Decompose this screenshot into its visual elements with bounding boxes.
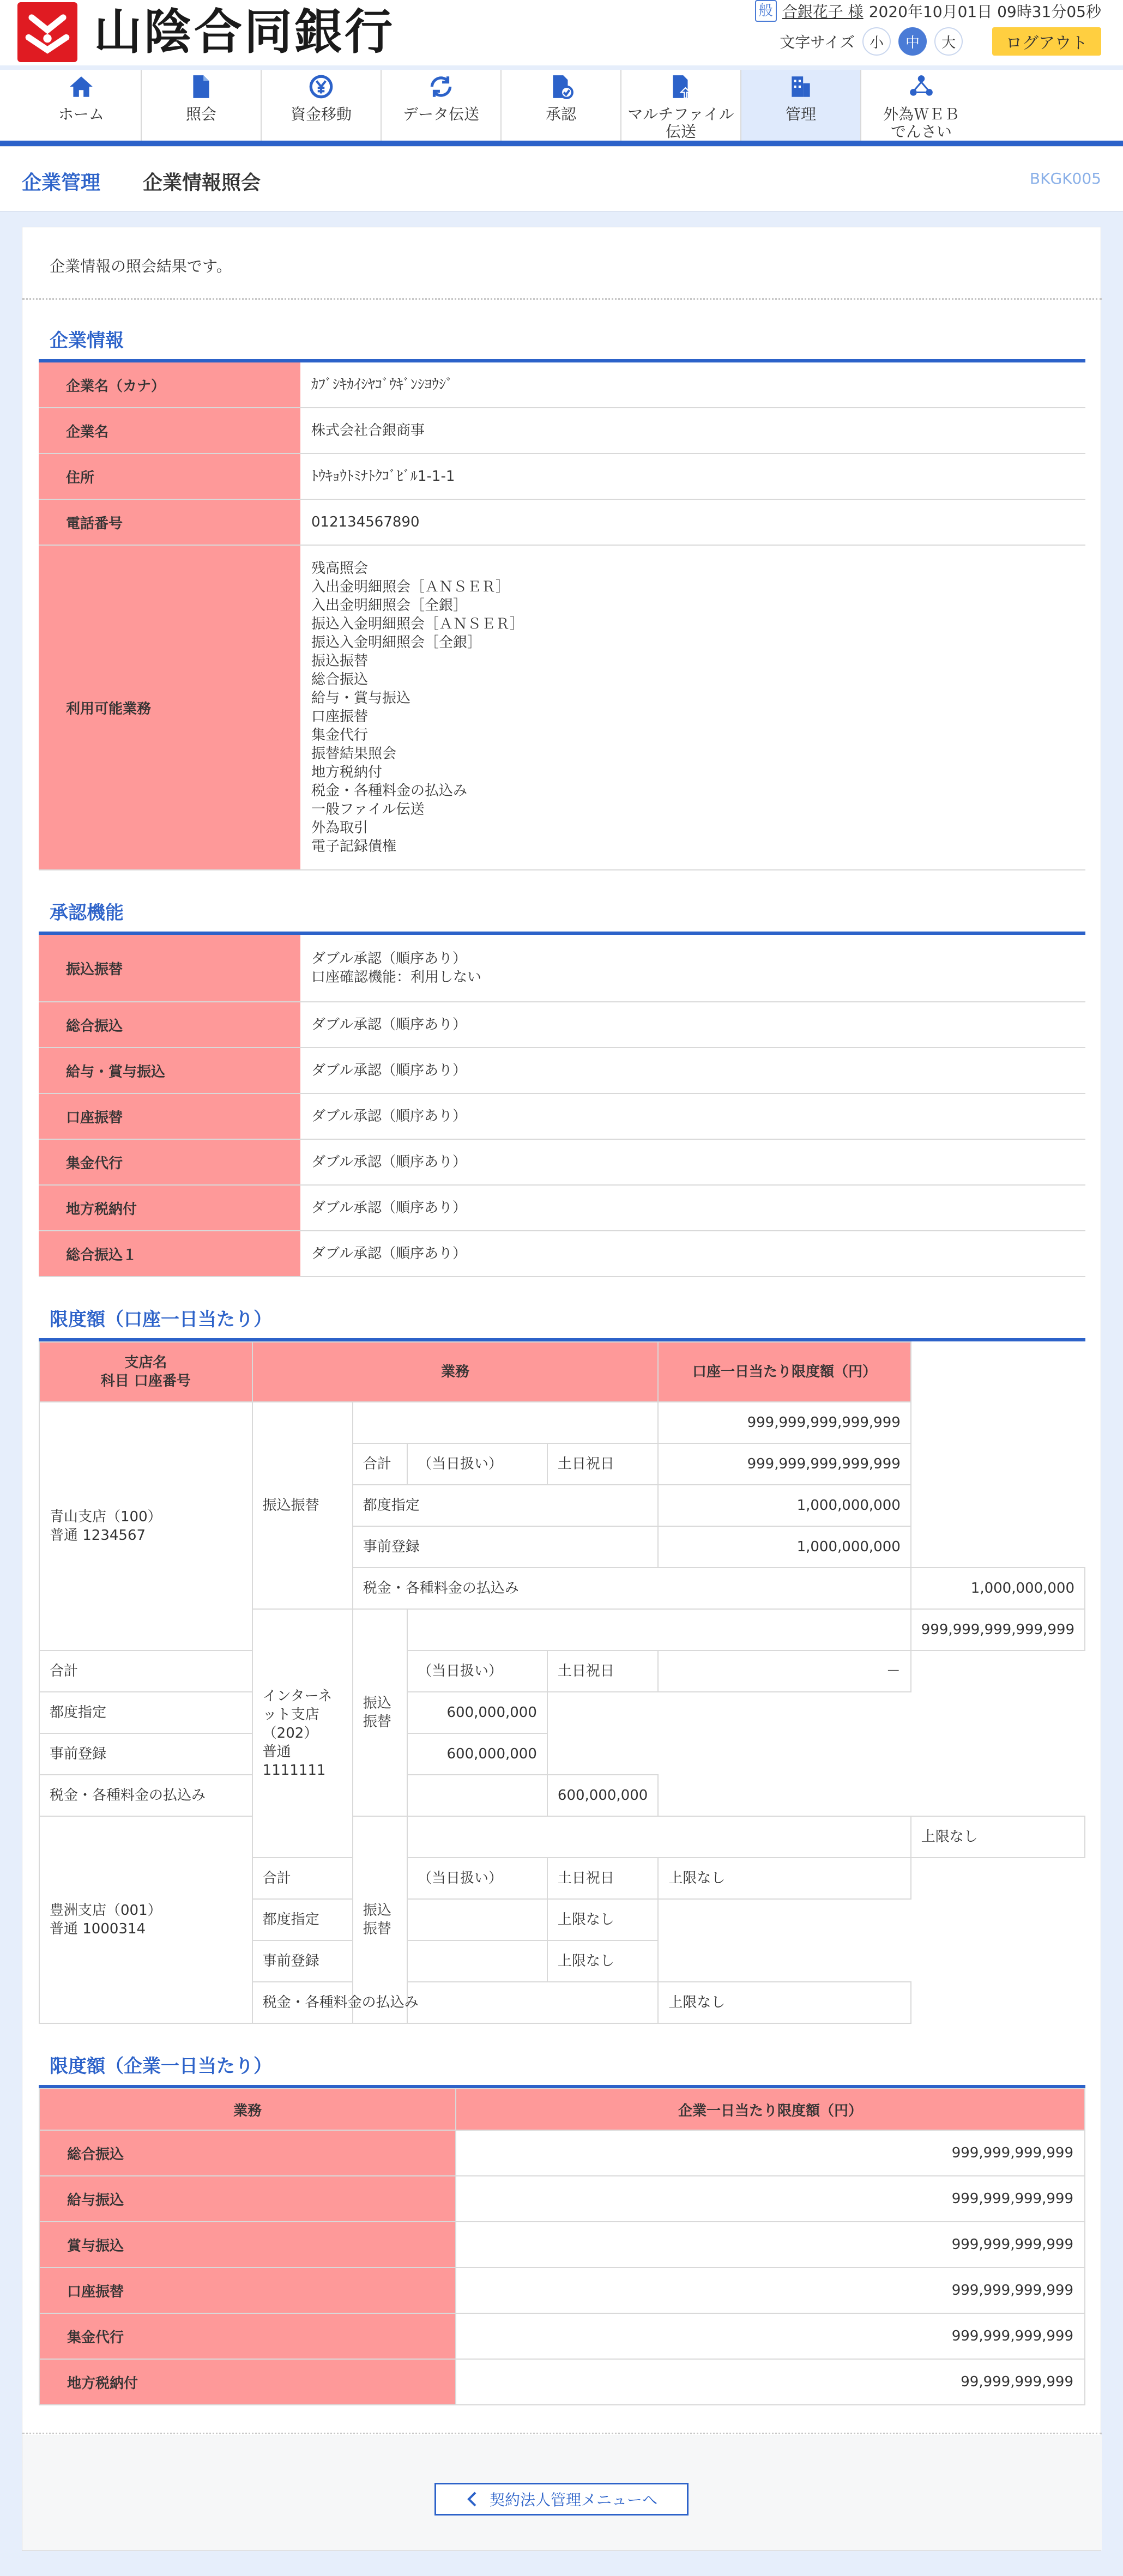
today-label: （当日扱い） bbox=[407, 1443, 547, 1485]
nav-label: 管理 bbox=[785, 105, 816, 123]
row-label: 口座振替 bbox=[39, 1094, 300, 1139]
divider bbox=[22, 298, 1102, 300]
yen-transfer-icon bbox=[307, 73, 335, 100]
nav-label: ホーム bbox=[58, 105, 104, 123]
each-label: 都度指定 bbox=[353, 1485, 659, 1526]
limit-cell: 上限なし bbox=[658, 1982, 910, 2023]
branch-cell: 豊洲支店（001） 普通 1000314 bbox=[39, 1816, 252, 2023]
row-label: 賞与振込 bbox=[39, 2222, 456, 2267]
limit-cell: 上限なし bbox=[547, 1899, 658, 1940]
holiday-label: 土日祝日 bbox=[547, 1650, 658, 1692]
table-row bbox=[39, 1048, 1085, 1094]
table-row bbox=[39, 1692, 1085, 1733]
branch-cell: 青山支店（100） 普通 1234567 bbox=[39, 1402, 252, 1650]
limit-cell: 上限なし bbox=[911, 1816, 1085, 1858]
total-label: 合計 bbox=[353, 1443, 407, 1485]
bank-logo bbox=[17, 2, 77, 62]
service-cell: 振込振替 bbox=[252, 1402, 353, 1609]
nav-label: 外為ＷＥＢ でんさい bbox=[883, 105, 959, 141]
column-header-limit: 口座一日当たり限度額（円） bbox=[658, 1342, 910, 1402]
limit-cell: 999,999,999,999,999 bbox=[911, 1609, 1085, 1650]
section-title-approval: 承認機能 bbox=[50, 902, 124, 924]
header bbox=[0, 0, 1123, 65]
account-limit-table bbox=[39, 1341, 1085, 2024]
table-row bbox=[39, 2267, 1085, 2313]
table-row bbox=[39, 2313, 1085, 2359]
today-label: （当日扱い） bbox=[407, 1858, 547, 1899]
tax-label: 税金・各種料金の払込み bbox=[353, 1568, 911, 1609]
table-row bbox=[39, 2222, 1085, 2267]
nav-inquiry[interactable] bbox=[142, 70, 262, 141]
table-row bbox=[39, 2359, 1085, 2405]
nav-management[interactable] bbox=[741, 70, 861, 141]
row-label: 企業名 bbox=[39, 408, 300, 453]
table-row bbox=[39, 1140, 1085, 1186]
row-value: 残高照会 入出金明細照会［ＡＮＳＥＲ］ 入出金明細照会［全銀］ 振込入金明細照会［ＡＮＳＥＲ］ 振込入金明細照会［全銀］ 振込振替 総合振込 給与・賞与振込 口座振替 集金代行 振替結果照会 地方税納付 税金・各種料金の払込み 一般ファイル伝送 外為取引 電子記録債権 bbox=[311, 560, 524, 855]
nav-label: 照会 bbox=[185, 105, 216, 123]
limit-cell: 1,000,000,000 bbox=[911, 1568, 1085, 1609]
row-label: 住所 bbox=[39, 454, 300, 499]
table-row bbox=[39, 1094, 1085, 1140]
row-value: ダブル承認（順序あり） bbox=[311, 1245, 467, 1262]
service-cell: 振込振替 bbox=[353, 1609, 407, 1816]
holiday-label: 土日祝日 bbox=[547, 1858, 658, 1899]
row-value: 99,999,999,999 bbox=[456, 2359, 1085, 2405]
row-value: ｶﾌﾞｼｷｶｲｼﾔｺﾞｳｷﾞﾝｼﾖｳｼﾞ bbox=[311, 377, 454, 393]
table-row bbox=[39, 1816, 1085, 1858]
back-button-label: 契約法人管理メニューへ bbox=[489, 2491, 657, 2509]
limit-cell: 600,000,000 bbox=[407, 1692, 547, 1733]
limit-cell: 上限なし bbox=[658, 1858, 910, 1899]
breadcrumb-section: 企業管理 bbox=[22, 172, 101, 194]
pre-label: 事前登録 bbox=[252, 1940, 547, 1982]
row-label: 給与振込 bbox=[39, 2176, 456, 2222]
font-size-controls bbox=[780, 25, 1101, 58]
column-header-branch: 支店名 科目 口座番号 bbox=[39, 1342, 252, 1402]
table-row bbox=[39, 454, 1085, 500]
row-value: 999,999,999,999 bbox=[456, 2130, 1085, 2176]
row-value: ﾄｳｷｮｳﾄﾐﾅﾄｸｺﾞﾋﾞﾙ1-1-1 bbox=[311, 468, 455, 485]
row-value: 999,999,999,999 bbox=[456, 2176, 1085, 2222]
row-label: 集金代行 bbox=[39, 1140, 300, 1184]
row-value: ダブル承認（順序あり） bbox=[311, 1154, 467, 1170]
table-row bbox=[39, 408, 1085, 454]
row-value: 999,999,999,999 bbox=[456, 2313, 1085, 2359]
table-row bbox=[39, 362, 1085, 408]
row-value: ダブル承認（順序あり） bbox=[311, 1062, 467, 1079]
table-header-row bbox=[39, 2089, 1085, 2130]
user-name-link[interactable]: 合銀花子 様 bbox=[782, 3, 864, 21]
row-label: 企業名（カナ） bbox=[39, 362, 300, 407]
pre-label: 事前登録 bbox=[39, 1733, 407, 1775]
home-icon bbox=[68, 73, 95, 100]
each-label: 都度指定 bbox=[252, 1899, 547, 1940]
company-info-table bbox=[39, 362, 1085, 870]
globe-icon bbox=[908, 73, 935, 100]
bank-name: 山陰合同銀行 bbox=[94, 4, 395, 60]
limit-cell: 600,000,000 bbox=[547, 1775, 658, 1816]
each-label: 都度指定 bbox=[39, 1692, 407, 1733]
table-row bbox=[39, 1002, 1085, 1048]
today-label: （当日扱い） bbox=[407, 1650, 547, 1692]
nav-label: 承認 bbox=[545, 105, 576, 123]
row-value: ダブル承認（順序あり） bbox=[311, 1200, 467, 1216]
row-label: 総合振込 bbox=[39, 1002, 300, 1047]
section-title-company: 企業情報 bbox=[50, 330, 124, 352]
empty-cell bbox=[407, 1609, 911, 1650]
font-size-medium-button[interactable]: 中 bbox=[898, 27, 927, 56]
bank-logo-icon bbox=[21, 6, 74, 58]
pre-label: 事前登録 bbox=[353, 1526, 659, 1568]
table-row bbox=[39, 1402, 1085, 1443]
row-label: 地方税納付 bbox=[39, 1186, 300, 1230]
row-label: 口座振替 bbox=[39, 2267, 456, 2313]
back-to-menu-button[interactable] bbox=[434, 2483, 689, 2515]
nav-forex-densai[interactable] bbox=[861, 70, 981, 141]
file-upload-icon bbox=[667, 73, 695, 100]
limit-cell: 1,000,000,000 bbox=[658, 1485, 910, 1526]
divider bbox=[22, 2433, 1102, 2434]
section-title-company-limit: 限度額（企業一日当たり） bbox=[50, 2055, 272, 2077]
table-row bbox=[39, 935, 1085, 1002]
column-header-limit: 企業一日当たり限度額（円） bbox=[456, 2089, 1085, 2130]
row-value: ダブル承認（順序あり） 口座確認機能：利用しない bbox=[311, 951, 482, 985]
table-row bbox=[39, 1231, 1085, 1277]
user-badge: 般 bbox=[755, 0, 777, 22]
table-row bbox=[39, 1733, 1085, 1775]
approve-icon bbox=[547, 73, 575, 100]
row-label: 総合振込 bbox=[39, 2130, 456, 2176]
holiday-label: 土日祝日 bbox=[547, 1443, 658, 1485]
nav-home[interactable] bbox=[22, 70, 142, 141]
page-title: 企業情報照会 bbox=[143, 172, 261, 194]
row-label: 振込振替 bbox=[39, 935, 300, 1001]
user-info bbox=[755, 0, 1101, 22]
tax-label: 税金・各種料金の払込み bbox=[39, 1775, 547, 1816]
footer-area bbox=[22, 2435, 1102, 2550]
row-label: 給与・賞与振込 bbox=[39, 1048, 300, 1093]
sync-icon bbox=[427, 73, 455, 100]
chevron-left-icon bbox=[466, 2490, 479, 2508]
approval-table bbox=[39, 935, 1085, 1277]
nav-approval[interactable] bbox=[502, 70, 621, 141]
table-row bbox=[39, 546, 1085, 870]
content-card bbox=[22, 227, 1101, 2551]
limit-cell: 上限なし bbox=[547, 1940, 658, 1982]
row-label: 利用可能業務 bbox=[39, 546, 300, 869]
font-size-label: 文字サイズ bbox=[780, 33, 855, 51]
table-row bbox=[39, 1650, 1085, 1692]
section-title-account-limit: 限度額（口座一日当たり） bbox=[50, 1309, 272, 1331]
total-label: 合計 bbox=[39, 1650, 252, 1692]
logout-button[interactable]: ログアウト bbox=[992, 27, 1101, 56]
nav-label: マルチファイル 伝送 bbox=[627, 105, 734, 141]
limit-cell: 999,999,999,999,999 bbox=[658, 1402, 910, 1443]
row-value: 012134567890 bbox=[311, 514, 420, 530]
font-size-large-button[interactable]: 大 bbox=[934, 27, 963, 56]
table-row bbox=[39, 500, 1085, 546]
document-icon bbox=[188, 73, 215, 100]
nav-fund-transfer[interactable] bbox=[262, 70, 382, 141]
global-nav bbox=[0, 70, 1123, 146]
company-limit-table bbox=[39, 2088, 1085, 2405]
login-datetime: 2020年10月01日 09時31分05秒 bbox=[868, 3, 1101, 21]
breadcrumb bbox=[0, 146, 1123, 211]
empty-cell bbox=[353, 1402, 659, 1443]
nav-multi-file[interactable] bbox=[621, 70, 741, 141]
row-label: 電話番号 bbox=[39, 500, 300, 545]
intro-text: 企業情報の照会結果です。 bbox=[50, 257, 232, 275]
limit-cell: 999,999,999,999,999 bbox=[658, 1443, 910, 1485]
row-label: 集金代行 bbox=[39, 2313, 456, 2359]
total-label: 合計 bbox=[252, 1858, 353, 1899]
row-label: 総合振込１ bbox=[39, 1231, 300, 1276]
font-size-small-button[interactable]: 小 bbox=[862, 27, 891, 56]
branch-cell: インターネット支店（202） 普通 1111111 bbox=[252, 1609, 353, 1858]
screen-code: BKGK005 bbox=[1029, 170, 1101, 188]
nav-label: データ伝送 bbox=[402, 105, 479, 123]
row-value: ダブル承認（順序あり） bbox=[311, 1108, 467, 1124]
tax-label: 税金・各種料金の払込み bbox=[252, 1982, 659, 2023]
limit-cell: － bbox=[658, 1650, 910, 1692]
limit-cell: 1,000,000,000 bbox=[658, 1526, 910, 1568]
nav-data-transmission[interactable] bbox=[382, 70, 502, 141]
limit-cell: 600,000,000 bbox=[407, 1733, 547, 1775]
row-value: ダブル承認（順序あり） bbox=[311, 1017, 467, 1033]
column-header-service: 業務 bbox=[252, 1342, 659, 1402]
row-value: 株式会社合銀商事 bbox=[311, 422, 425, 439]
table-row bbox=[39, 1775, 1085, 1816]
service-cell: 振込振替 bbox=[353, 1816, 407, 2023]
nav-label: 資金移動 bbox=[290, 105, 352, 123]
table-row bbox=[39, 2130, 1085, 2176]
building-icon bbox=[787, 73, 814, 100]
empty-cell bbox=[407, 1816, 911, 1858]
row-label: 地方税納付 bbox=[39, 2359, 456, 2405]
table-header-row bbox=[39, 1342, 1085, 1402]
row-value: 999,999,999,999 bbox=[456, 2267, 1085, 2313]
row-value: 999,999,999,999 bbox=[456, 2222, 1085, 2267]
table-row bbox=[39, 1186, 1085, 1231]
column-header-service: 業務 bbox=[39, 2089, 456, 2130]
table-row bbox=[39, 2176, 1085, 2222]
